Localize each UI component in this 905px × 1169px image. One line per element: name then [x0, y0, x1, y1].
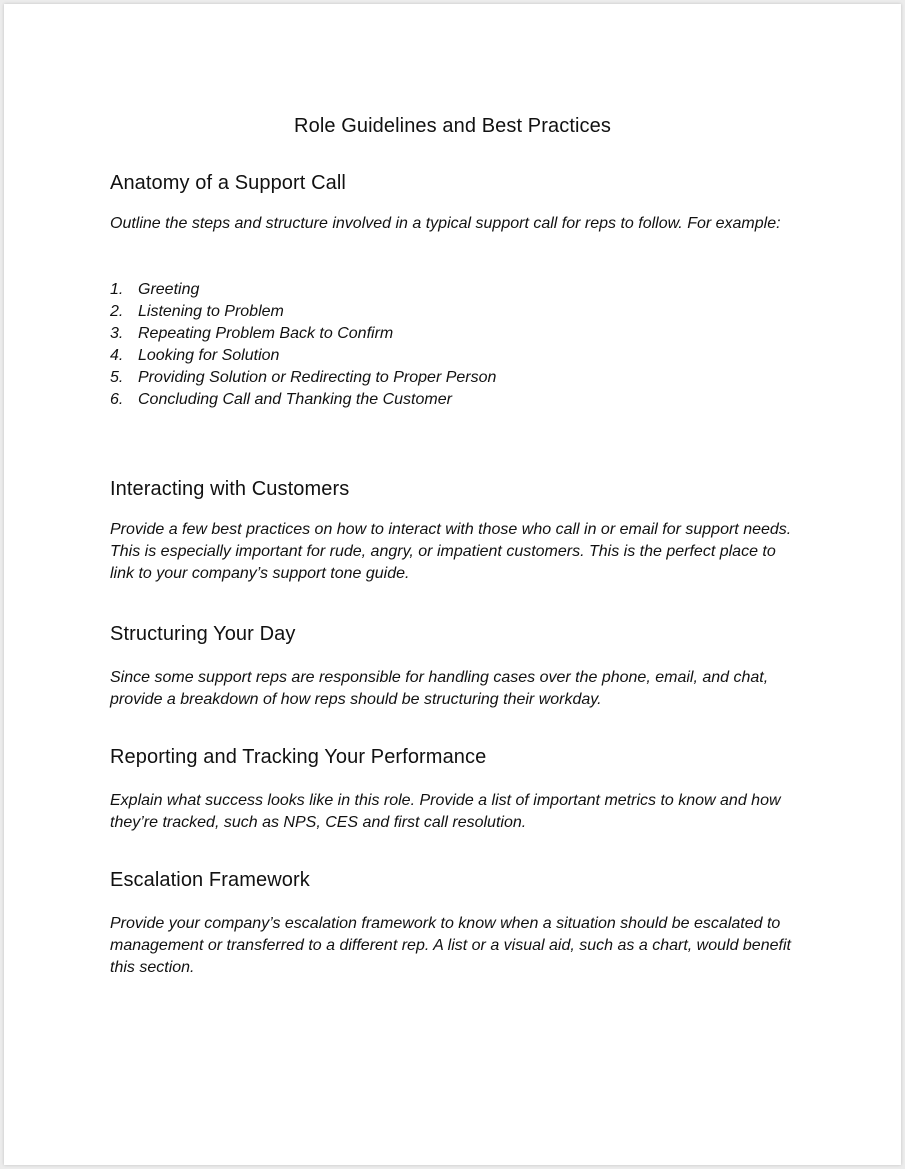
section-heading-escalation: Escalation Framework — [110, 869, 310, 891]
section-reporting — [110, 743, 800, 834]
section-body-anatomy: Outline the steps and structure involved in a typical support call for reps to follow. For example: — [110, 215, 781, 232]
section-interacting — [110, 475, 800, 585]
section-heading-interacting: Interacting with Customers — [110, 478, 350, 500]
section-heading-structuring: Structuring Your Day — [110, 623, 296, 645]
list-item — [110, 367, 800, 389]
section-body-reporting: Explain what success looks like in this role. Provide a list of important metrics to know and how they’re tracked, such as NPS, CES and first call resolution. — [110, 792, 781, 831]
list-item-text: Greeting — [138, 281, 200, 298]
list-item-number: 4. — [110, 347, 124, 364]
section-anatomy — [110, 169, 800, 411]
list-item-number: 1. — [110, 281, 124, 298]
section-heading-reporting: Reporting and Tracking Your Performance — [110, 746, 487, 768]
section-structuring — [110, 620, 800, 711]
list-item-text: Looking for Solution — [138, 347, 280, 364]
list-item-number: 5. — [110, 369, 124, 386]
list-item — [110, 345, 800, 367]
list-item — [110, 301, 800, 323]
section-body-structuring: Since some support reps are responsible for handling cases over the phone, email, and chat, provide a breakdown of how reps should be structuring their workday. — [110, 669, 769, 708]
list-item-number: 2. — [110, 303, 124, 320]
section-heading-anatomy: Anatomy of a Support Call — [110, 172, 346, 194]
list-item-text: Providing Solution or Redirecting to Proper Person — [138, 369, 497, 386]
document-title: Role Guidelines and Best Practices — [294, 115, 611, 137]
support-call-steps-list — [110, 279, 800, 411]
list-item-text: Repeating Problem Back to Confirm — [138, 325, 394, 342]
list-item — [110, 323, 800, 345]
section-escalation — [110, 866, 800, 979]
section-body-interacting: Provide a few best practices on how to interact with those who call in or email for support needs. This is especially important for rude, angry, or impatient customers. This is the perfect place to link to your company’s support tone guide. — [110, 521, 792, 582]
list-item-text: Concluding Call and Thanking the Customer — [138, 391, 452, 408]
section-body-escalation: Provide your company’s escalation framework to know when a situation should be escalated to management or transferred to a different rep. A list or a visual aid, such as a chart, would benefit this section. — [110, 915, 791, 976]
list-item — [110, 279, 800, 301]
document-page — [4, 4, 901, 1165]
list-item-text: Listening to Problem — [138, 303, 284, 320]
list-item — [110, 389, 800, 411]
list-item-number: 6. — [110, 391, 124, 408]
list-item-number: 3. — [110, 325, 124, 342]
